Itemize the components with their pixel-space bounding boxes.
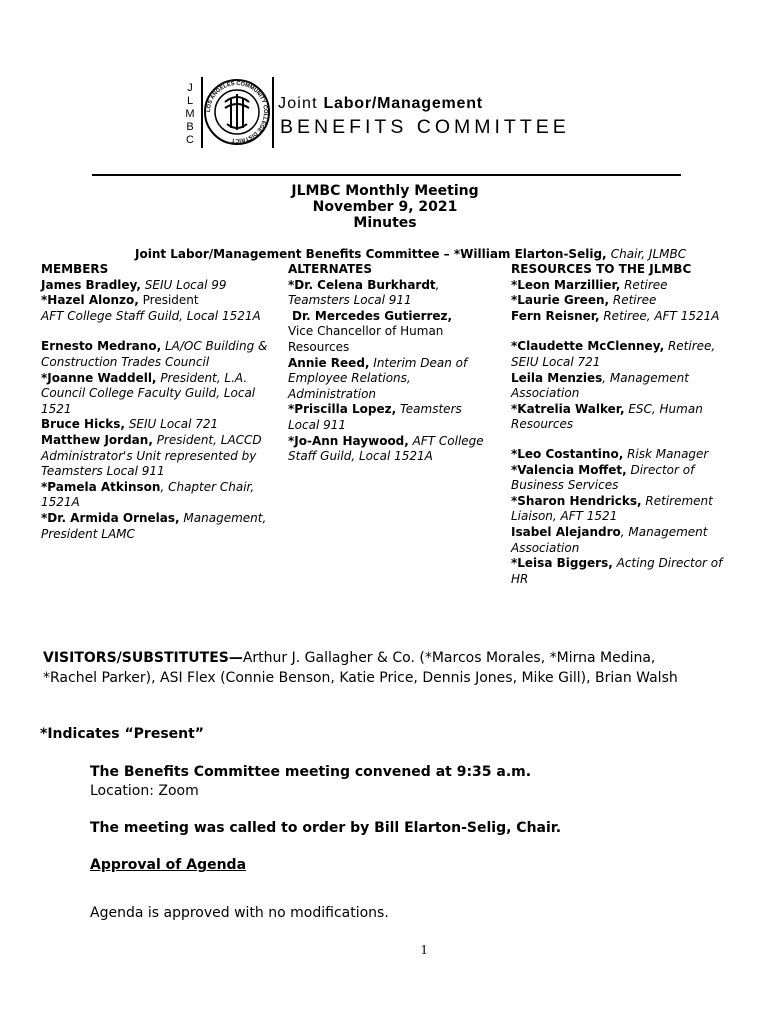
resource-name: *Leo Costantino,: [511, 446, 624, 461]
logo-letter: M: [185, 108, 195, 120]
alternate-entry: [288, 356, 493, 403]
meeting-location: Location: Zoom: [90, 783, 199, 799]
resource-name: *Valencia Moffet,: [511, 462, 627, 477]
member-name: *Hazel Alonzo,: [41, 293, 139, 308]
resource-role: ESC, Human Resources: [511, 401, 703, 432]
header-title-line1: [278, 95, 483, 113]
resource-name: *Claudette McClenney,: [511, 339, 665, 354]
resource-role: , Management Association: [511, 524, 708, 555]
header-title-prefix: Joint: [278, 95, 324, 112]
member-role: SEIU Local 721: [125, 417, 219, 432]
logo-letters: [183, 82, 197, 147]
meeting-date: November 9, 2021: [312, 199, 458, 215]
page-number: 1: [420, 943, 428, 958]
resource-role: Director of Business Services: [511, 462, 695, 493]
alternate-role: , Teamsters Local 911: [288, 277, 440, 308]
resource-name: *Katrelia Walker,: [511, 401, 625, 416]
resource-name: Fern Reisner,: [511, 308, 600, 323]
called-to-order: The meeting was called to order by Bill Elarton-Selig, Chair.: [90, 820, 562, 836]
member-role: , Chapter Chair, 1521A: [41, 479, 255, 510]
district-seal-icon: [203, 78, 271, 146]
resource-name: *Leisa Biggers,: [511, 556, 613, 571]
visitors-paragraph: [43, 649, 683, 688]
member-name: Ernesto Medrano,: [41, 339, 162, 354]
logo-letter: J: [187, 82, 193, 94]
seal-logo: [203, 78, 271, 146]
meeting-title: JLMBC Monthly Meeting: [291, 183, 479, 199]
header-title-bold: Labor/Management: [323, 95, 483, 112]
agenda-heading: Approval of Agenda: [90, 857, 247, 873]
alternate-entry: [288, 402, 493, 433]
member-role: Management, President LAMC: [41, 510, 267, 541]
header-rule: [92, 174, 681, 176]
chair-line-prefix: Joint Labor/Management Benefits Committee – *William Elarton-Selig,: [135, 247, 611, 261]
seal-text: LOS ANGELES COMMUNITY COLLEGE DISTRICT: [205, 80, 269, 144]
resource-entry: [511, 463, 743, 494]
resource-entry: [511, 402, 743, 433]
alternate-entry: [288, 278, 493, 309]
members-column: [41, 262, 281, 542]
logo-divider-right: [272, 77, 274, 148]
resource-entry: [511, 339, 743, 370]
logo-letter: B: [186, 121, 194, 133]
convened-statement: The Benefits Committee meeting convened at 9:35 a.m.: [90, 764, 532, 780]
resource-name: *Leon Marzillier,: [511, 277, 621, 292]
member-entry: [41, 371, 281, 418]
resource-role: Retiree: [620, 277, 668, 292]
member-name: James Bradley,: [41, 277, 141, 292]
member-entry: [41, 293, 281, 309]
spacer: [511, 433, 743, 447]
member-role: LA/OC Building & Construction Trades Council: [41, 339, 268, 369]
member-name: Bruce Hicks,: [41, 417, 125, 432]
alternates-heading: ALTERNATES: [288, 262, 372, 276]
alternate-name: *Dr. Celena Burkhardt: [288, 277, 436, 292]
header-title-line2: BENEFITS COMMITTEE: [280, 116, 570, 138]
member-role: President, L.A. Council College Faculty Guild, Local 1521: [41, 370, 256, 416]
spacer: [511, 324, 743, 339]
resource-role: , Management Association: [511, 370, 689, 401]
alternate-name: Annie Reed,: [288, 355, 370, 370]
alternates-column: [288, 262, 493, 465]
resource-role: Acting Director of HR: [511, 556, 723, 586]
member-name: *Joanne Waddell,: [41, 370, 157, 385]
resource-entry: [511, 371, 743, 402]
resource-role: Retiree, SEIU Local 721: [511, 339, 716, 369]
agenda-text: Agenda is approved with no modifications.: [90, 905, 389, 921]
members-heading: MEMBERS: [41, 262, 109, 276]
member-entry: [41, 511, 281, 542]
alternate-name: *Jo-Ann Haywood,: [288, 433, 409, 448]
resource-entry: [511, 293, 743, 309]
resource-role: Retirement Liaison, AFT 1521: [511, 493, 713, 524]
chair-line: [135, 247, 686, 263]
chair-line-suffix: Chair, JLMBC: [610, 247, 687, 261]
resources-column: [511, 262, 743, 587]
member-entry: [41, 433, 281, 480]
resource-role: Retiree, AFT 1521A: [599, 308, 720, 323]
resource-entry: [511, 278, 743, 294]
alternate-name: *Priscilla Lopez,: [288, 402, 397, 417]
resource-entry: [511, 556, 743, 587]
member-role: President: [138, 293, 199, 308]
resource-role: Risk Manager: [623, 446, 709, 461]
logo-letter: L: [186, 95, 194, 107]
member-entry: [41, 417, 281, 433]
member-role: President, LACCD Administrator's Unit represented by Teamsters Local 911: [41, 432, 262, 479]
logo-letter: C: [186, 134, 194, 146]
resource-name: *Sharon Hendricks,: [511, 493, 642, 508]
alternate-entry: [288, 434, 493, 465]
member-name: *Dr. Armida Ornelas,: [41, 510, 180, 525]
alternate-role: Interim Dean of Employee Relations, Administration: [288, 355, 468, 401]
resource-name: Leila Menzies: [511, 370, 603, 385]
member-name: Matthew Jordan,: [41, 432, 153, 447]
member-role: AFT College Staff Guild, Local 1521A: [41, 308, 261, 323]
resources-heading: RESOURCES TO THE JLMBC: [511, 262, 692, 276]
member-name: *Pamela Atkinson: [41, 479, 161, 494]
spacer: [41, 324, 281, 339]
resource-entry: [511, 309, 743, 325]
alternate-name: Dr. Mercedes Gutierrez,: [292, 308, 453, 323]
member-role: SEIU Local 99: [140, 277, 227, 292]
visitors-label: VISITORS/SUBSTITUTES—: [43, 650, 243, 666]
resource-role: Retiree: [609, 293, 657, 308]
alternate-role: Vice Chancellor of Human Resources: [288, 324, 444, 354]
resource-name: Isabel Alejandro: [511, 524, 621, 539]
visitors-text: Arthur J. Gallagher & Co. (*Marcos Morales, *Mirna Medina, *Rachel Parker), ASI Flex (Connie Benson, Katie Price, Dennis Jones, Mike Gill), Brian Walsh: [43, 650, 678, 686]
alternate-entry: [288, 309, 493, 356]
member-entry: [41, 480, 281, 511]
alternate-role: AFT College Staff Guild, Local 1521A: [288, 433, 484, 464]
member-entry: [41, 309, 281, 325]
member-entry: [41, 278, 281, 294]
present-note: *Indicates “Present”: [40, 726, 205, 742]
resource-entry: [511, 447, 743, 463]
alternate-role: Teamsters Local 911: [288, 402, 462, 432]
resource-name: *Laurie Green,: [511, 293, 610, 308]
resource-entry: [511, 494, 743, 525]
resource-entry: [511, 525, 743, 556]
meeting-type: Minutes: [353, 215, 417, 231]
member-entry: [41, 339, 281, 370]
